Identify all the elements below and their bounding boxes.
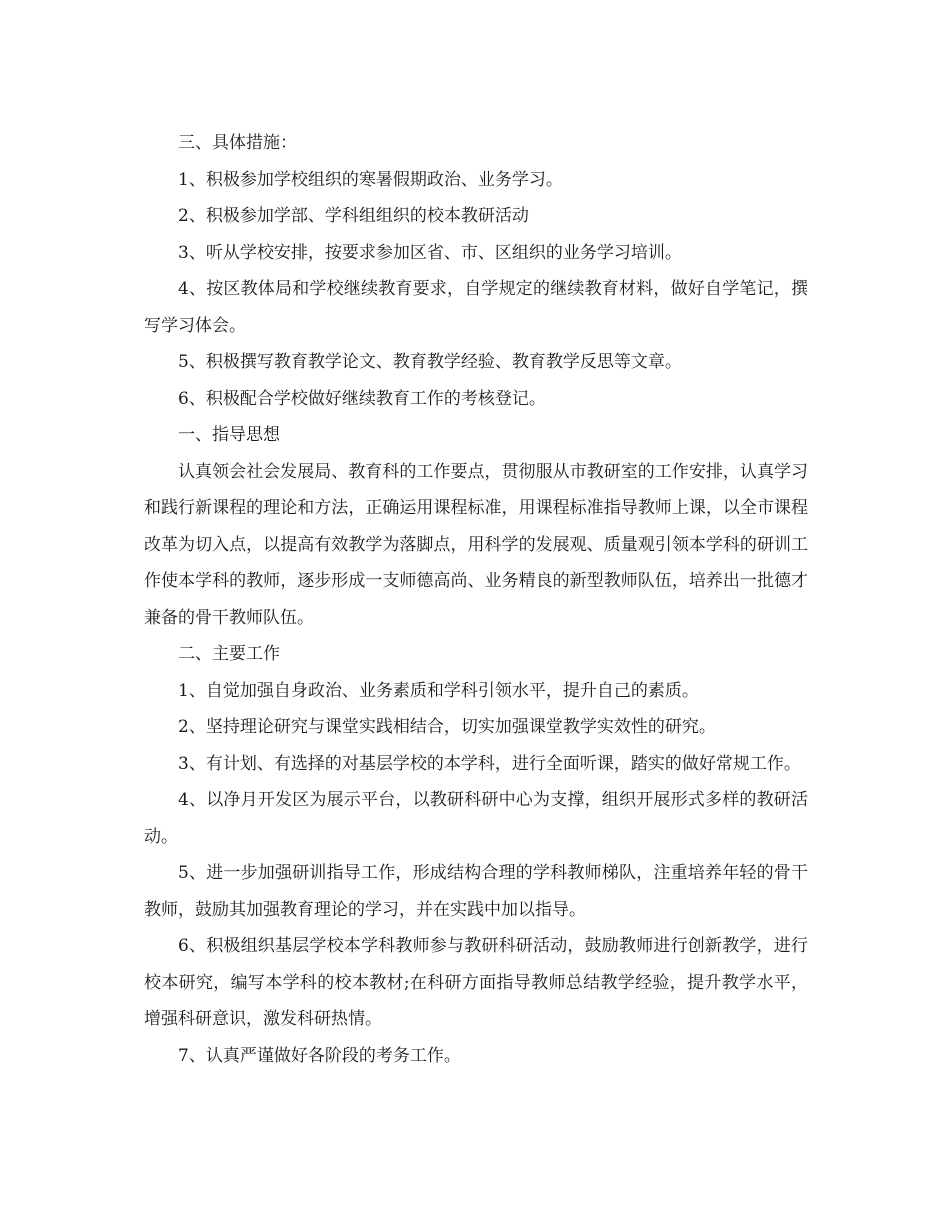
measure-item-3: 3、听从学校安排，按要求参加区省、市、区组织的业务学习培训。 [178,242,682,263]
measure-item-1: 1、积极参加学校组织的寒暑假期政治、业务学习。 [178,169,563,190]
document-body [144,125,808,1074]
work-item-1: 1、自觉加强自身政治、业务素质和学科引领水平，提升自己的素质。 [178,680,699,701]
heading-guiding-ideology: 一、指导思想 [178,425,280,445]
work-item-5: 5、进一步加强研训指导工作，形成结构合理的学科教师梯队，注重培养年轻的骨干教师，鼓励其加强教育理论的学习，并在实践中加以指导。 [144,863,808,920]
work-item-2: 2、坚持理论研究与课堂实践相结合，切实加强课堂教学实效性的研究。 [178,717,716,737]
heading-measures: 三、具体措施： [178,133,297,153]
work-item-4: 4、以净月开发区为展示平台，以教研科研中心为支撑，组织开展形式多样的教研活动。 [144,790,808,847]
measure-item-6: 6、积极配合学校做好继续教育工作的考核登记。 [178,388,546,409]
guiding-ideology-paragraph: 认真领会社会发展局、教育科的工作要点，贯彻服从市教研室的工作安排，认真学习和践行新课程的理论和方法，正确运用课程标准，用课程标准指导教师上课，以全市课程改革为切入点，以提高有效教学为落脚点，用科学的发展观、质量观引领本学科的研训工作使本学科的教师，逐步形成一支师德高尚、业务精良的新型教师队伍，培养出一批德才兼备的骨干教师队伍。 [144,461,808,628]
measure-item-4: 4、按区教体局和学校继续教育要求，自学规定的继续教育材料，做好自学笔记，撰写学习体会。 [144,279,808,336]
work-item-6: 6、积极组织基层学校本学科教师参与教研科研活动，鼓励教师进行创新教学，进行校本研究，编写本学科的校本教材;在科研方面指导教师总结教学经验，提升教学水平，增强科研意识，激发科研热情。 [144,936,808,1029]
work-item-3: 3、有计划、有选择的对基层学校的本学科，进行全面听课，踏实的做好常规工作。 [178,753,801,774]
measure-item-5: 5、积极撰写教育教学论文、教育教学经验、教育教学反思等文章。 [178,352,682,372]
heading-main-work: 二、主要工作 [178,644,280,664]
measure-item-2: 2、积极参加学部、学科组组织的校本教研活动 [178,206,529,226]
work-item-7: 7、认真严谨做好各阶段的考务工作。 [178,1045,461,1066]
